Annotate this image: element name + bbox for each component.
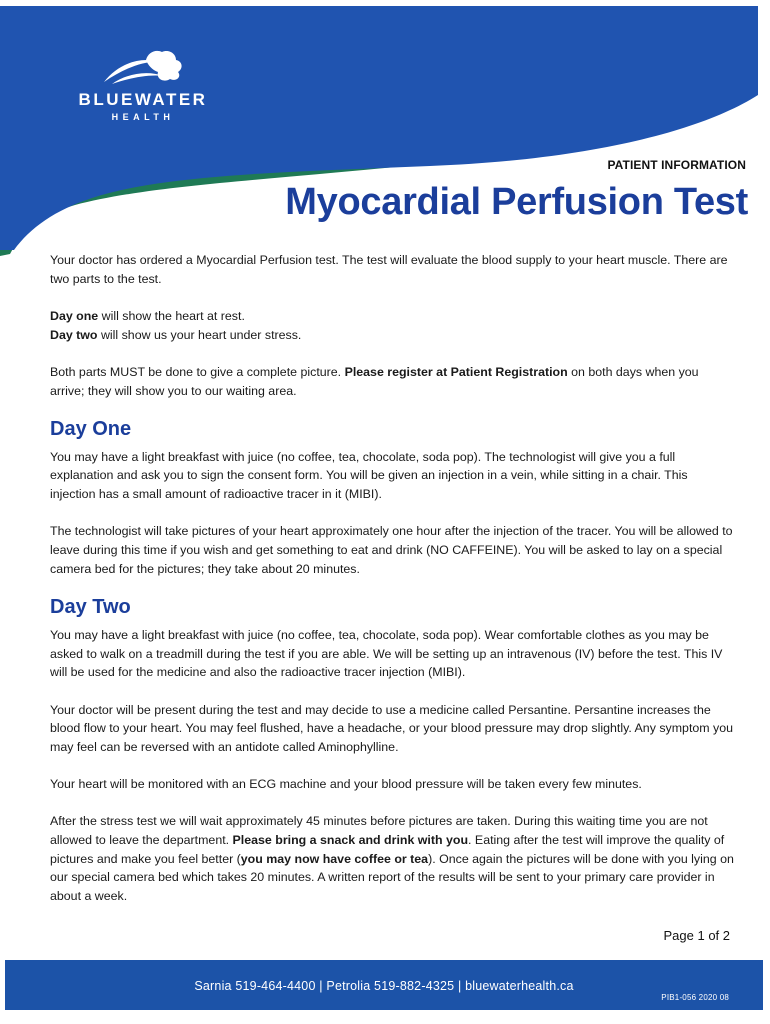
registration-emphasis: Please register at Patient Registration: [344, 364, 568, 379]
leaf-icon: [98, 48, 188, 88]
footer-contacts: Sarnia 519-464-4400 | Petrolia 519-882-4325 | bluewaterhealth.ca: [194, 979, 574, 993]
day-one-heading: Day One: [50, 417, 132, 440]
eating-text: . Eating after the test will improve the quality of pictures and make you feel better (: [50, 833, 725, 866]
bluewater-health-logo: [58, 48, 228, 122]
intro-paragraph: Your doctor has ordered a Myocardial Perfusion test. The test will evaluate the blood supply to your heart muscle. There are two parts to the test.: [50, 253, 728, 286]
logo-wordmark: BLUEWATER: [78, 90, 208, 109]
coffee-emphasis: you may now have coffee or tea: [240, 851, 429, 866]
document-category: PATIENT INFORMATION: [607, 158, 746, 172]
day-two-paragraph-2: Your doctor will be present during the test and may decide to use a medicine called Persantine. Persantine increases the blood flow to your heart. You may feel flushed, have a headache, or your blood pressure may drop slightly. Any symptom you may feel can be reversed with an antidote called Aminophylline.: [50, 702, 734, 754]
report-text: ). Once again the pictures will be done with you lying on our special camera bed which takes 20 minutes. A written report of the results will be sent to your primary care provider in about a week.: [50, 851, 734, 904]
day-two-description: will show us your heart under stress.: [97, 327, 302, 342]
day-one-paragraph-2: The technologist will take pictures of your heart approximately one hour after the injection of the tracer. You will be allowed to leave during this time if you wish and get something to eat and drink (NO CAFFEINE). You will be asked to lay on a special camera bed for the pictures; they take about 20 minutes.: [50, 524, 733, 576]
registration-text-end: on both days when you arrive; they will show you to our waiting area.: [50, 364, 699, 398]
stress-wait-text: After the stress test we will wait approximately 45 minutes before pictures are taken. During this waiting time you are not allowed to leave the department.: [50, 814, 708, 848]
footer-bar: [5, 960, 763, 1010]
day-two-label: Day two: [50, 327, 98, 342]
document-code: PIB1-056 2020 08: [661, 993, 729, 1002]
day-two-heading: Day Two: [50, 595, 131, 618]
day-one-label: Day one: [50, 308, 99, 323]
document-body: [50, 251, 734, 924]
snack-emphasis: Please bring a snack and drink with you: [232, 833, 469, 848]
registration-text: Both parts MUST be done to give a complete picture.: [50, 364, 345, 379]
day-one-paragraph-1: You may have a light breakfast with juice (no coffee, tea, chocolate, soda pop). The technologist will give you a full explanation and ask you to sign the consent form. You will be given an injection in a vein, while sitting in a chair. This injection has a small amount of radioactive tracer in it (MIBI).: [50, 449, 688, 502]
page-number: Page 1 of 2: [663, 928, 730, 943]
days-overview: [50, 307, 734, 344]
day-two-paragraph-4: [50, 812, 734, 906]
page-title: Myocardial Perfusion Test: [285, 181, 748, 223]
day-two-paragraph-3: Your heart will be monitored with an ECG machine and your blood pressure will be taken every few minutes.: [50, 777, 642, 792]
registration-paragraph: [50, 363, 734, 400]
day-two-paragraph-1: You may have a light breakfast with juice (no coffee, tea, chocolate, soda pop). Wear comfortable clothes as you may be asked to walk on a treadmill during the test if you are able. We will be setting up an intravenous (IV) before the test. This IV will be used for the medicine and also the radioactive tracer injection (MIBI).: [50, 627, 723, 680]
logo-subtitle: HEALTH: [111, 112, 175, 122]
day-one-description: will show the heart at rest.: [98, 308, 245, 323]
